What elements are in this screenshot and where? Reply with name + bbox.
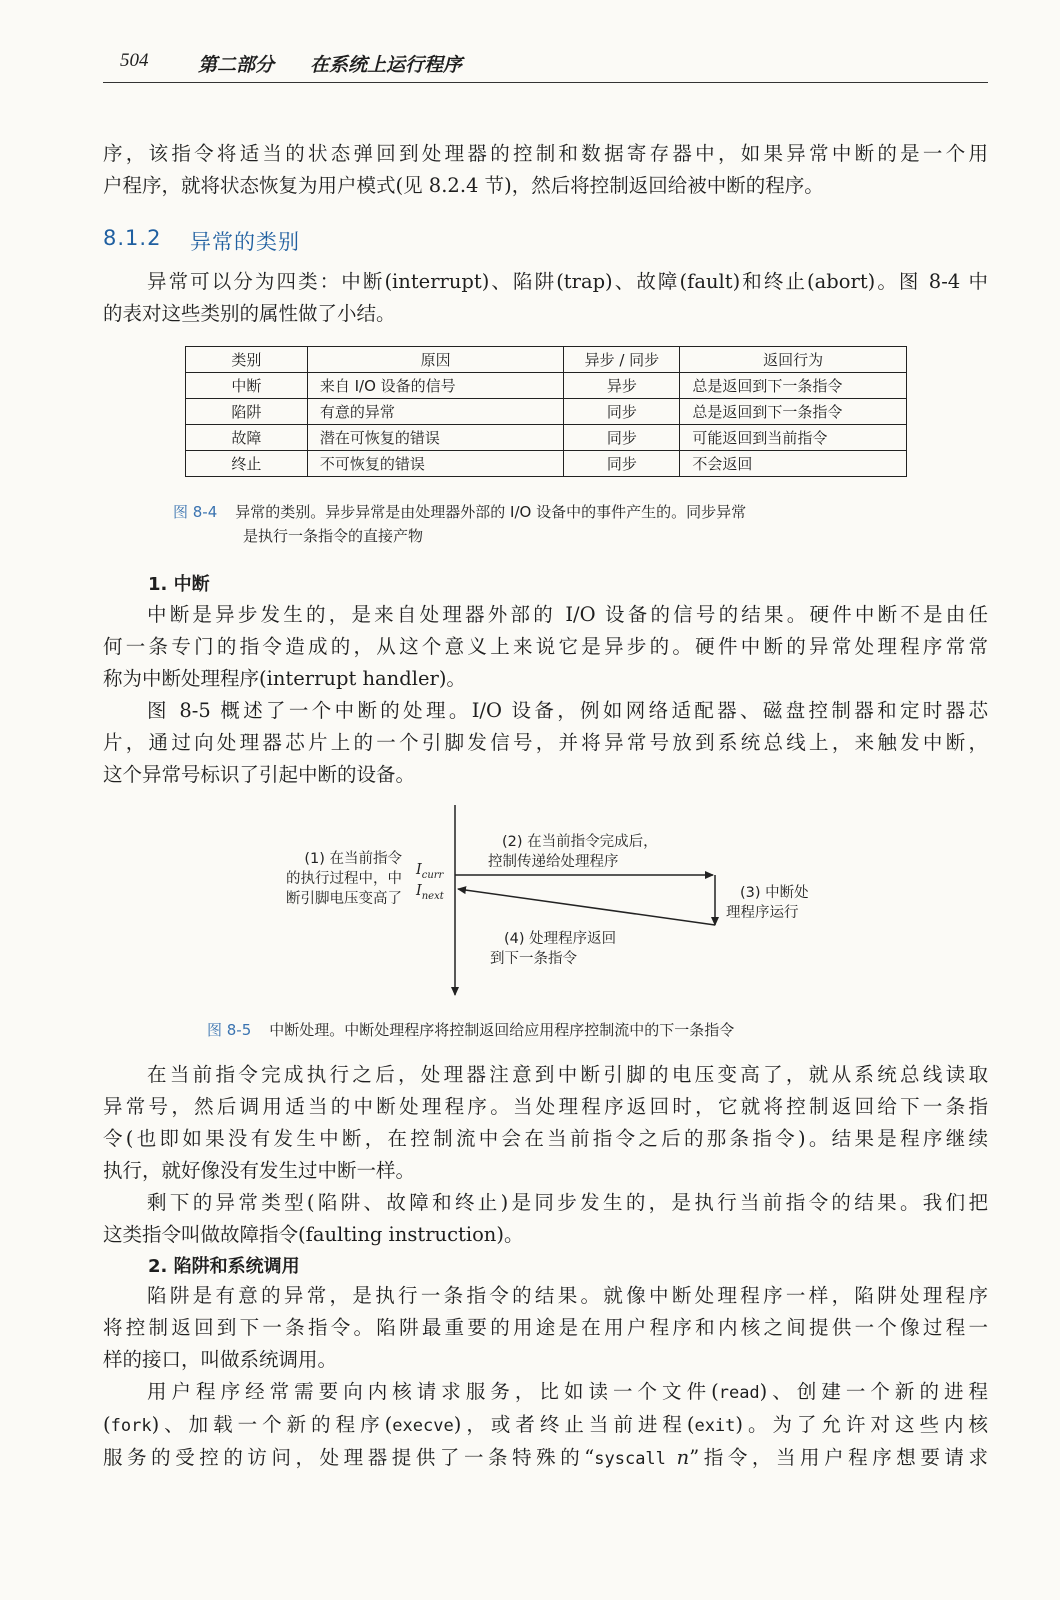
paragraph xyxy=(103,1059,988,1251)
code-run: syscall xyxy=(594,1449,666,1469)
table-cell: 不会返回 xyxy=(680,451,907,477)
code-run: fork xyxy=(110,1416,152,1436)
code-run: read xyxy=(718,1383,760,1403)
figure-label: 图 8-4 xyxy=(173,503,218,521)
figure-label: 图 8-5 xyxy=(207,1021,252,1039)
text-run: )。为了允许对这些内核 xyxy=(735,1413,989,1436)
text-line: 剩下的异常类型(陷阱、故障和终止)是同步发生的，是执行当前指令的结果。我们把 xyxy=(147,1191,988,1214)
caption-text: 是执行一条指令的直接产物 xyxy=(243,527,424,545)
table-cell: 故障 xyxy=(186,425,308,451)
code-run: exit xyxy=(694,1416,736,1436)
text-run: 服务的受控的访问，处理器提供了一条特殊的“ xyxy=(103,1446,595,1469)
table-header: 原因 xyxy=(307,347,564,373)
diagram-text: next xyxy=(421,890,444,902)
diagram-text: (2) 在当前指令完成后， xyxy=(502,834,658,850)
table-cell: 总是返回到下一条指令 xyxy=(680,399,907,425)
text-run: 用户程序经常需要向内核请求服务，比如读一个文件( xyxy=(147,1380,719,1403)
arrow-return xyxy=(458,889,715,925)
text-run: ( xyxy=(103,1413,111,1436)
diagram-text: 断引脚电压变高了 xyxy=(286,891,402,907)
text-line: 这个异常号标识了引起中断的设备。 xyxy=(103,763,416,786)
text-run: )、创建一个新的进程 xyxy=(759,1380,989,1403)
table-cell: 来自 I/O 设备的信号 xyxy=(307,373,564,399)
table-cell: 同步 xyxy=(564,399,680,425)
table-cell: 异步 xyxy=(564,373,680,399)
diagram-text: I xyxy=(416,862,422,878)
paragraph xyxy=(103,1280,988,1475)
diagram-step-2 xyxy=(488,832,658,872)
text-line: 令(也即如果没有发生中断，在控制流中会在当前指令之后的那条指令)。结果是程序继续 xyxy=(103,1127,988,1150)
table-cell: 中断 xyxy=(186,373,308,399)
text-line: 何一条专门的指令造成的，从这个意义上来说它是异步的。硬件中断的异常处理程序常常 xyxy=(103,635,988,658)
diagram-text: 理程序运行 xyxy=(726,905,799,921)
text-line: 异常号，然后调用适当的中断处理程序。当处理程序返回时，它就将控制返回给下一条指 xyxy=(103,1095,988,1118)
text-line: 在当前指令完成执行之后，处理器注意到中断引脚的电压变高了，就从系统总线读取 xyxy=(147,1063,988,1086)
page-number: 504 xyxy=(120,50,149,71)
diagram-text: (3) 中断处 xyxy=(740,885,809,901)
text-line xyxy=(103,1409,988,1442)
text-line xyxy=(103,1442,988,1475)
text-line: 中断是异步发生的，是来自处理器外部的 I/O 设备的信号的结果。硬件中断不是由任 xyxy=(147,603,988,626)
text-line: 序，该指令将适当的状态弹回到处理器的控制和数据寄存器中，如果异常中断的是一个用 xyxy=(103,142,988,165)
diagram-text: 到下一条指令 xyxy=(490,951,577,967)
text-line: 的表对这些类别的属性做了小结。 xyxy=(103,302,396,325)
table-cell: 陷阱 xyxy=(186,399,308,425)
table-cell: 同步 xyxy=(564,451,680,477)
subsection-title: 1. 中断 xyxy=(148,574,210,595)
diagram-text: 的执行过程中，中 xyxy=(286,871,402,887)
part-label: 第二部分 xyxy=(198,55,275,76)
text-line: 户程序，就将状态恢复为用户模式(见 8.2.4 节)，然后将控制返回给被中断的程序。 xyxy=(103,174,824,197)
table-cell: 终止 xyxy=(186,451,308,477)
diagram-step-3 xyxy=(726,883,809,923)
text-run: n xyxy=(676,1446,690,1469)
table-cell: 不可恢复的错误 xyxy=(307,451,564,477)
section-title: 异常的类别 xyxy=(190,230,300,254)
table-cell: 可能返回到当前指令 xyxy=(680,425,907,451)
diagram-text: (1) 在当前指令 xyxy=(304,851,402,867)
text-line: 执行，就好像没有发生过中断一样。 xyxy=(103,1159,416,1182)
text-run: )、加载一个新的程序( xyxy=(151,1413,393,1436)
table-cell: 潜在可恢复的错误 xyxy=(307,425,564,451)
diagram-text: (4) 处理程序返回 xyxy=(504,931,617,947)
caption-text: 异常的类别。异步异常是由处理器外部的 I/O 设备中的事件产生的。同步异常 xyxy=(235,503,747,521)
text-line: 异常可以分为四类：中断(interrupt)、陷阱(trap)、故障(fault)和终止(abort)。图 8-4 中 xyxy=(147,270,988,293)
text-line: 将控制返回到下一条指令。陷阱最重要的用途是在用户程序和内核之间提供一个像过程一 xyxy=(103,1316,988,1339)
part-title: 在系统上运行程序 xyxy=(310,55,463,76)
text-line: 这类指令叫做故障指令(faulting instruction)。 xyxy=(103,1223,524,1246)
section-number: 8.1.2 xyxy=(103,226,162,250)
subsection-title: 2. 陷阱和系统调用 xyxy=(148,1256,300,1277)
figure-8-5-caption xyxy=(207,1018,734,1042)
text-line xyxy=(103,1376,988,1409)
text-line: 样的接口，叫做系统调用。 xyxy=(103,1348,338,1371)
text-line: 图 8-5 概述了一个中断的处理。I/O 设备，例如网络适配器、磁盘控制器和定时器芯 xyxy=(147,699,988,722)
diagram-text: curr xyxy=(421,869,444,881)
text-line: 陷阱是有意的异常，是执行一条指令的结果。就像中断处理程序一样，陷阱处理程序 xyxy=(147,1284,988,1307)
text-run: ”指令，当用户程序想要请求 xyxy=(689,1446,988,1469)
text-line: 片，通过向处理器芯片上的一个引脚发信号，并将异常号放到系统总线上，来触发中断， xyxy=(103,731,988,754)
table-cell: 总是返回到下一条指令 xyxy=(680,373,907,399)
table-cell: 同步 xyxy=(564,425,680,451)
table-header: 类别 xyxy=(186,347,308,373)
code-run: execve xyxy=(392,1416,454,1436)
diagram-text: 控制传递给处理程序 xyxy=(488,854,619,870)
text-line: 称为中断处理程序(interrupt handler)。 xyxy=(103,667,466,690)
i-next-label xyxy=(416,881,444,907)
table-header: 返回行为 xyxy=(680,347,907,373)
diagram-step-1 xyxy=(260,849,402,909)
table-header: 异步 / 同步 xyxy=(564,347,680,373)
text-run: )，或者终止当前进程( xyxy=(453,1413,695,1436)
diagram-step-4 xyxy=(490,929,616,969)
table-cell: 有意的异常 xyxy=(307,399,564,425)
diagram-text: I xyxy=(416,883,422,899)
caption-text: 中断处理。中断处理程序将控制返回给应用程序控制流中的下一条指令 xyxy=(269,1021,735,1039)
